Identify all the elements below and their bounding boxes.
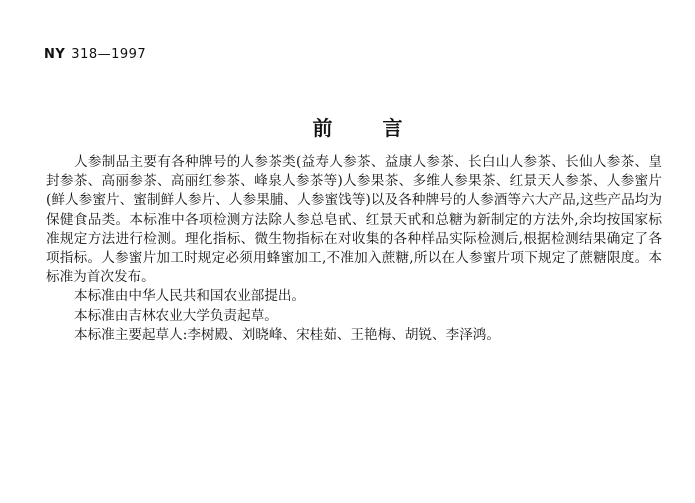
paragraph-authors: 本标准主要起草人:李树殿、刘晓峰、宋桂茹、王艳梅、胡锐、李泽鸿。 (74, 326, 500, 343)
paragraph-overview: 人参制品主要有各种牌号的人参茶类(益寿人参茶、益康人参茶、长白山人参茶、长仙人参茶、皇封参茶、高丽参茶、高丽红参茶、峰泉人参茶等)人参果茶、多维人参果茶、红景天人参茶、人参蜜片(鲜人参蜜片、蜜制鲜人参片、人参果脯、人参蜜饯等)以及各种牌号的人参酒等六大产品,这些产品均为保健食品类。本标准中各项检测方法除人参总皂甙、红景天甙和总糖为新制定的方法外,余均按国家标准规定方法进行检测。理化指标、微生物指标在对收集的各种样品实际检测后,根据检测结果确定了各项指标。人参蜜片加工时规定必须用蜂蜜加工,不准加入蔗糖,所以在人参蜜片项下规定了蔗糖限度。本标准为首次发布。 (46, 154, 662, 286)
paragraph-proposer: 本标准由中华人民共和国农业部提出。 (74, 288, 306, 305)
standard-code-prefix: NY (44, 47, 66, 62)
standard-code-number: 318—1997 (71, 47, 147, 62)
standard-code (44, 47, 146, 62)
paragraph-drafter: 本标准由吉林农业大学负责起草。 (74, 307, 278, 324)
body-text (46, 153, 662, 345)
section-heading: 前言 (312, 116, 453, 140)
